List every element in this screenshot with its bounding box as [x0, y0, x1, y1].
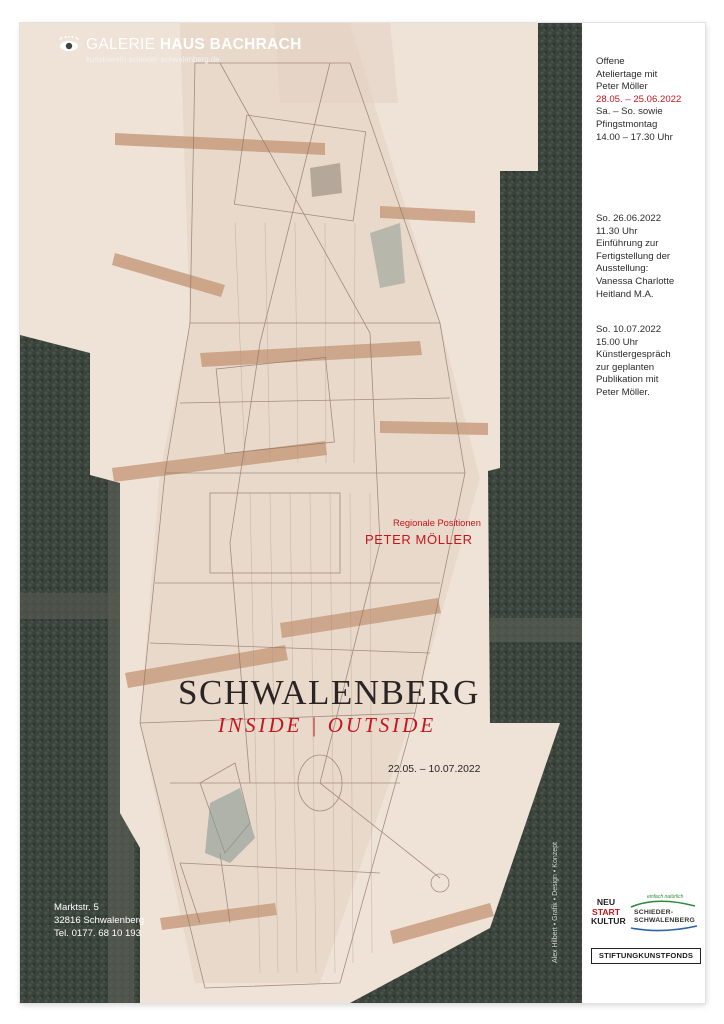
exhibition-poster	[20, 23, 705, 1003]
artist-talk-event	[596, 324, 700, 400]
open-studio-days	[596, 56, 700, 144]
sidebar-line: So. 10.07.2022	[596, 324, 662, 335]
sidebar-line: So. 26.06.2022	[596, 213, 662, 224]
design-credit: Alex Hilbert • Grafik • Design • Konzept	[552, 842, 559, 963]
sidebar-line: 11.30 Uhr	[596, 225, 638, 237]
dark-smudge	[310, 163, 342, 197]
artwork-area	[20, 23, 582, 1003]
sidebar-line: Vanessa Charlotte	[596, 275, 675, 287]
address-phone[interactable]: Tel. 0177. 68 10 193	[54, 928, 141, 939]
eye-logo-icon	[56, 36, 82, 52]
logo-text: NEU	[596, 897, 616, 907]
sidebar-line: Pfingstmontag	[596, 118, 658, 130]
sidebar-line: Einführung zur	[596, 238, 659, 250]
address-street: Marktstr. 5	[54, 902, 99, 913]
sidebar-line: Fertigstellung der	[596, 250, 671, 262]
sidebar-line: 15.00 Uhr	[596, 336, 639, 348]
exhibition-subtitle: INSIDE | OUTSIDE	[218, 713, 437, 737]
open-days-dates: 28.05. – 25.06.2022	[596, 93, 682, 105]
series-label: Regionale Positionen	[393, 518, 481, 528]
gallery-url[interactable]: kunstverein-schieder-schwalenberg.de	[86, 55, 220, 64]
logo-text: KULTUR	[591, 916, 626, 926]
artist-name: PETER MÖLLER	[365, 532, 473, 547]
sidebar-line: Offene	[596, 56, 625, 67]
sidebar-line: 14.00 – 17.30 Uhr	[596, 131, 673, 143]
forest-clearing-right	[490, 618, 582, 642]
logo-subtitle: einfach natürlich	[647, 894, 684, 900]
event-sidebar	[582, 23, 705, 1003]
sidebar-line: Peter Möller	[596, 81, 648, 93]
sidebar-line: Ausstellung:	[596, 263, 649, 275]
logo-text: SCHWALENBERG	[634, 917, 695, 924]
sidebar-line: zur geplanten	[596, 361, 655, 373]
introduction-event	[596, 213, 700, 301]
schieder-swoosh-icon	[627, 898, 701, 934]
address-city: 32816 Schwalenberg	[54, 915, 145, 926]
schieder-schwalenberg-logo	[627, 894, 701, 934]
artwork-illustration	[20, 23, 582, 1003]
logo-text: START	[591, 906, 620, 917]
address-block	[54, 901, 144, 940]
sidebar-line: Publikation mit	[596, 374, 659, 386]
sidebar-line: Künstlergespräch	[596, 349, 671, 361]
sidebar-line: Ateliertage mit	[596, 68, 658, 80]
exhibition-dates: 22.05. – 10.07.2022	[388, 764, 481, 775]
neustart-kultur-logo	[591, 897, 626, 927]
sidebar-line: Heitland M.A.	[596, 288, 654, 300]
logo-text: SCHIEDER-	[634, 909, 674, 916]
stiftung-kunstfonds-logo: STIFTUNGKUNSTFONDS	[591, 948, 701, 964]
exhibition-title: SCHWALENBERG	[178, 673, 480, 712]
gallery-header	[56, 36, 302, 64]
sidebar-line: Sa. – So. sowie	[596, 106, 663, 118]
sidebar-line: Peter Möller.	[596, 386, 650, 398]
gallery-title: GALERIE HAUS BACHRACH	[86, 36, 302, 53]
